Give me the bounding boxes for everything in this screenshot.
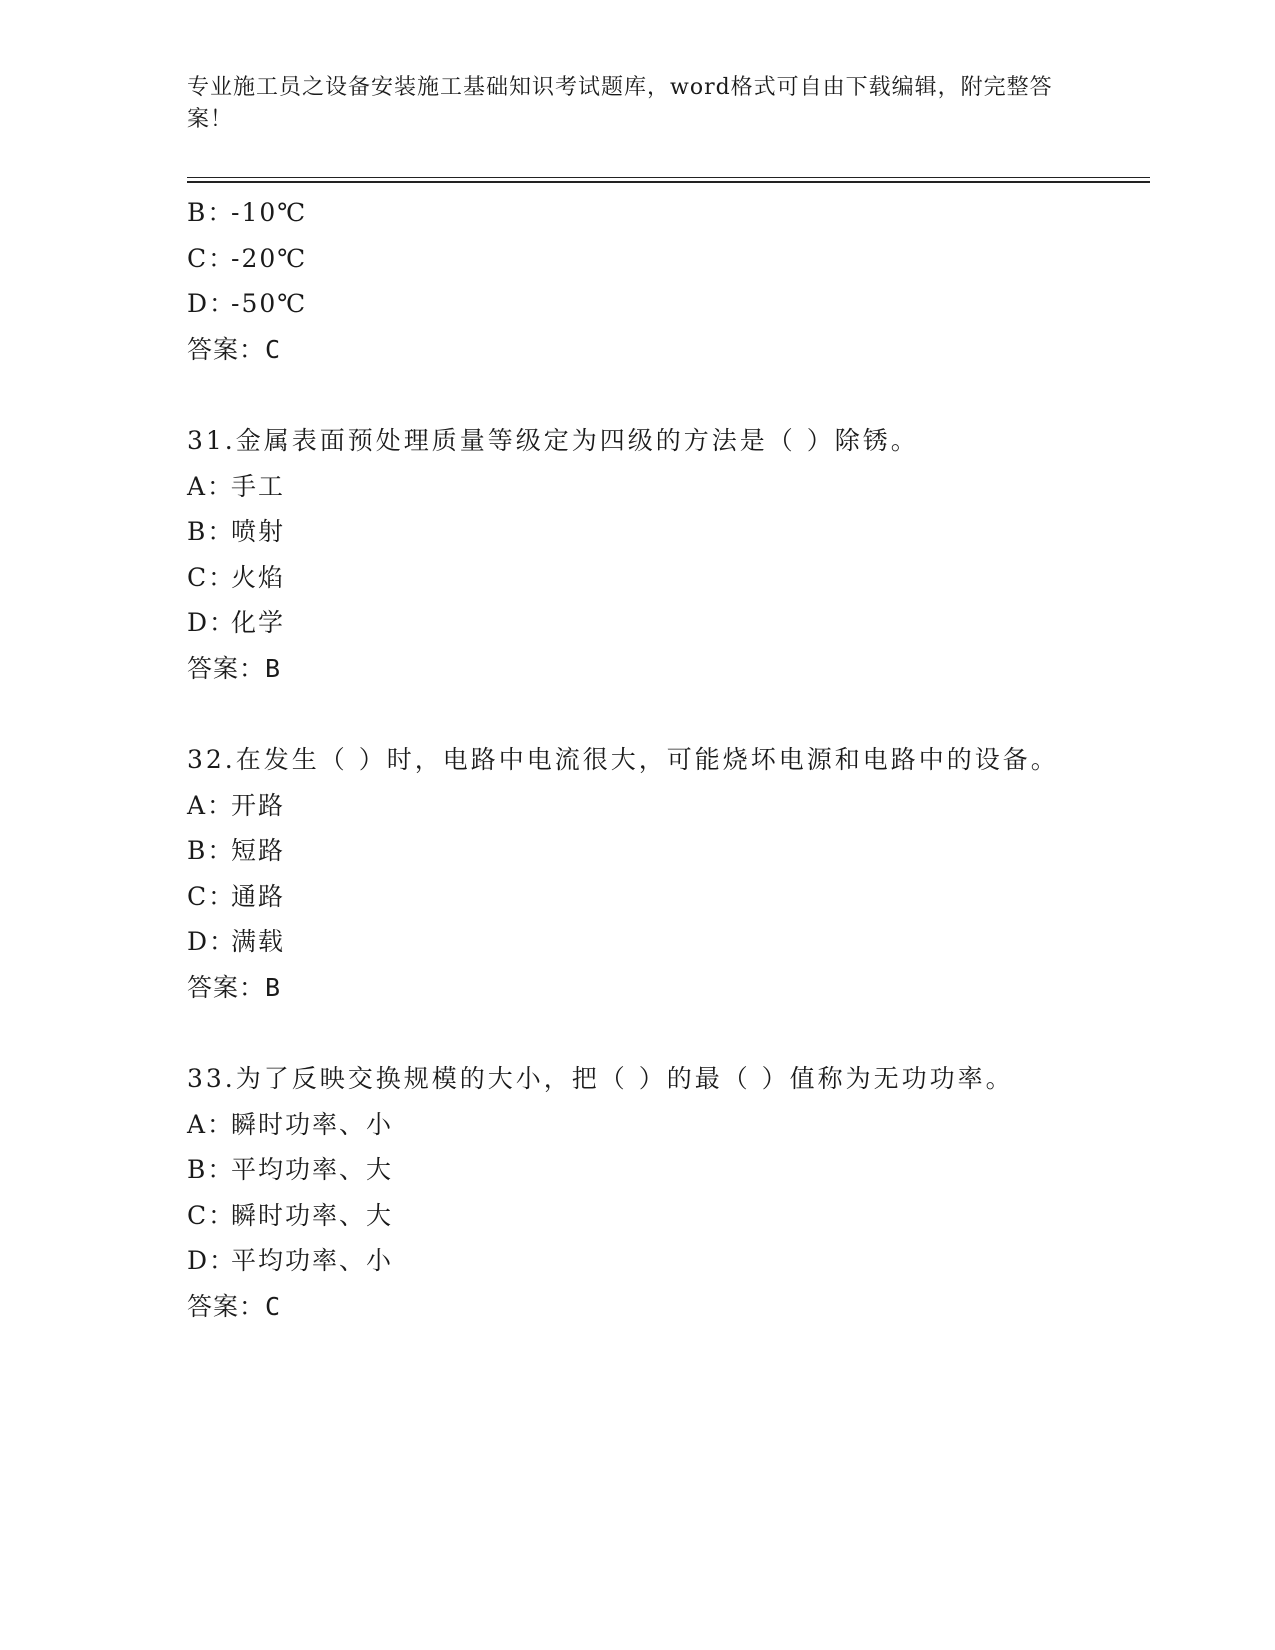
question-32: [187, 737, 1087, 1010]
answer-line: 答案：B: [187, 653, 282, 683]
answer-line: 答案：C: [187, 1291, 282, 1321]
option-text: 火焰: [231, 562, 286, 592]
option-b: [187, 1147, 1087, 1193]
option-b: [187, 828, 1087, 874]
option-d: [187, 919, 1087, 965]
option-key: C：: [187, 881, 236, 911]
option-text: 通路: [231, 881, 286, 911]
question-33: [187, 1056, 1087, 1329]
option-text: 瞬时功率、大: [231, 1200, 394, 1230]
option-c: [187, 1193, 1087, 1239]
option-d: [187, 1238, 1087, 1284]
option-text: 化学: [231, 608, 286, 637]
option-key: B：: [187, 517, 235, 546]
header-divider-thick: [187, 181, 1150, 183]
option-key: B：: [187, 1155, 235, 1184]
option-text: 满载: [231, 927, 286, 956]
option-key: B：: [187, 198, 235, 227]
option-key: A：: [187, 471, 235, 501]
option-text: -20℃: [231, 243, 308, 273]
option-key: C：: [187, 243, 236, 273]
option-text: 瞬时功率、小: [231, 1109, 394, 1139]
header-divider-thin: [187, 177, 1150, 178]
option-key: B：: [187, 836, 235, 865]
option-key: D：: [187, 927, 237, 956]
option-d: [187, 281, 1087, 327]
option-key: D：: [187, 1246, 237, 1275]
answer-line: 答案：B: [187, 972, 282, 1002]
question-list: [187, 190, 1087, 1329]
option-text: 平均功率、大: [231, 1155, 394, 1184]
option-text: 手工: [231, 471, 286, 501]
option-a: [187, 783, 1087, 829]
option-key: D：: [187, 608, 237, 637]
option-a: [187, 464, 1087, 510]
document-header-title: 专业施工员之设备安装施工基础知识考试题库，word格式可自由下载编辑，附完整答案！: [187, 75, 1053, 132]
option-text: 开路: [231, 790, 286, 820]
option-text: -10℃: [231, 198, 308, 227]
option-a: [187, 1102, 1087, 1148]
option-b: [187, 190, 1087, 236]
option-key: A：: [187, 1109, 235, 1139]
option-text: 平均功率、小: [231, 1246, 394, 1275]
question-stem: 33.为了反映交换规模的大小，把（ ）的最（ ）值称为无功功率。: [187, 1064, 1014, 1093]
option-key: C：: [187, 562, 236, 592]
option-text: 短路: [231, 836, 286, 865]
option-c: [187, 236, 1087, 282]
option-key: A：: [187, 790, 235, 820]
option-c: [187, 874, 1087, 920]
question-stem: 31.金属表面预处理质量等级定为四级的方法是（ ）除锈。: [187, 426, 919, 455]
option-c: [187, 555, 1087, 601]
question-stem: 32.在发生（ ）时，电路中电流很大，可能烧坏电源和电路中的设备。: [187, 745, 1059, 774]
option-d: [187, 600, 1087, 646]
option-key: D：: [187, 289, 237, 318]
option-text: 喷射: [231, 517, 286, 546]
option-text: -50℃: [231, 289, 308, 318]
question-31: [187, 418, 1087, 691]
question-30-continuation: [187, 190, 1087, 372]
answer-line: 答案：C: [187, 334, 282, 364]
option-key: C：: [187, 1200, 236, 1230]
option-b: [187, 509, 1087, 555]
